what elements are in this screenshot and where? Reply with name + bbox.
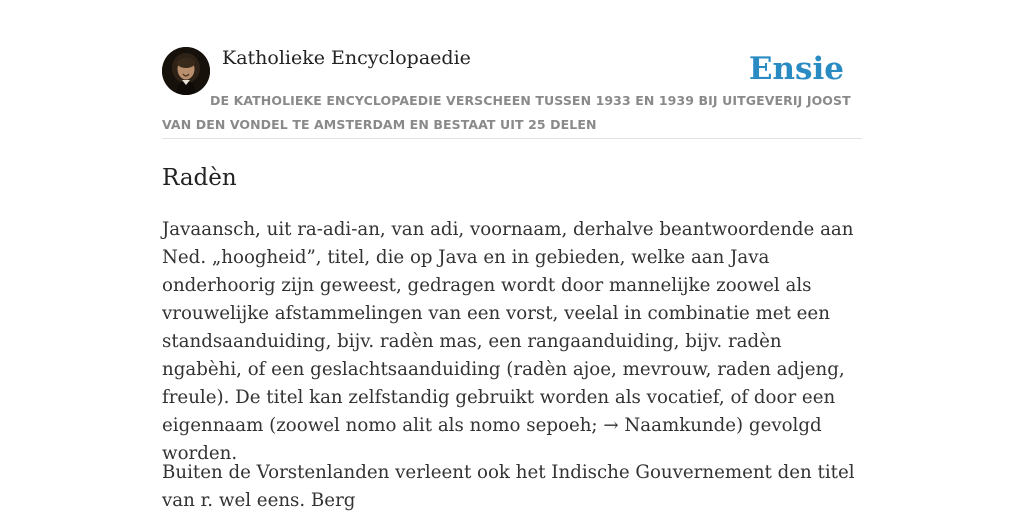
article-paragraph-1: Javaansch, uit ra-adi-an, van adi, voornaam, derhalve beantwoordende aan Ned. „hoogheid”, titel, die op Java en in gebieden, welke aan Java onderhoorig zijn geweest, gedragen wordt door mannelijke zoowel als vrouwelijke afstammelingen van een vorst, veelal in combinatie met een standsaanduiding, bijv. radèn mas, een rangaanduiding, bijv. radèn ngabèhi, of een geslachtsaanduiding (radèn ajoe, mevrouw, raden adjeng, freule). De titel kan zelfstandig gebruikt worden als vocatief, of door een eigennaam (zoowel nomo alit als nomo sepoeh; → Naamkunde) gevolgd worden. [162, 219, 854, 464]
brand-logo[interactable]: Ensie [748, 51, 844, 87]
article-paragraph-2: Buiten de Vorstenlanden verleent ook het Indische Gouvernement den titel van r. wel eens. Berg [162, 462, 855, 511]
portrait-avatar-svg [162, 47, 210, 95]
encyclopedia-tagline: DE KATHOLIEKE ENCYCLOPAEDIE VERSCHEEN TUSSEN 1933 EN 1939 BIJ UITGEVERIJ JOOST VAN DEN VONDEL TE AMSTERDAM EN BESTAAT UIT 25 DELEN [162, 93, 851, 132]
page [162, 0, 862, 512]
header-divider [162, 138, 862, 139]
site-title[interactable]: Katholieke Encyclopaedie [222, 47, 471, 69]
portrait-avatar-icon[interactable] [162, 47, 210, 95]
article-title: Radèn [162, 165, 237, 191]
